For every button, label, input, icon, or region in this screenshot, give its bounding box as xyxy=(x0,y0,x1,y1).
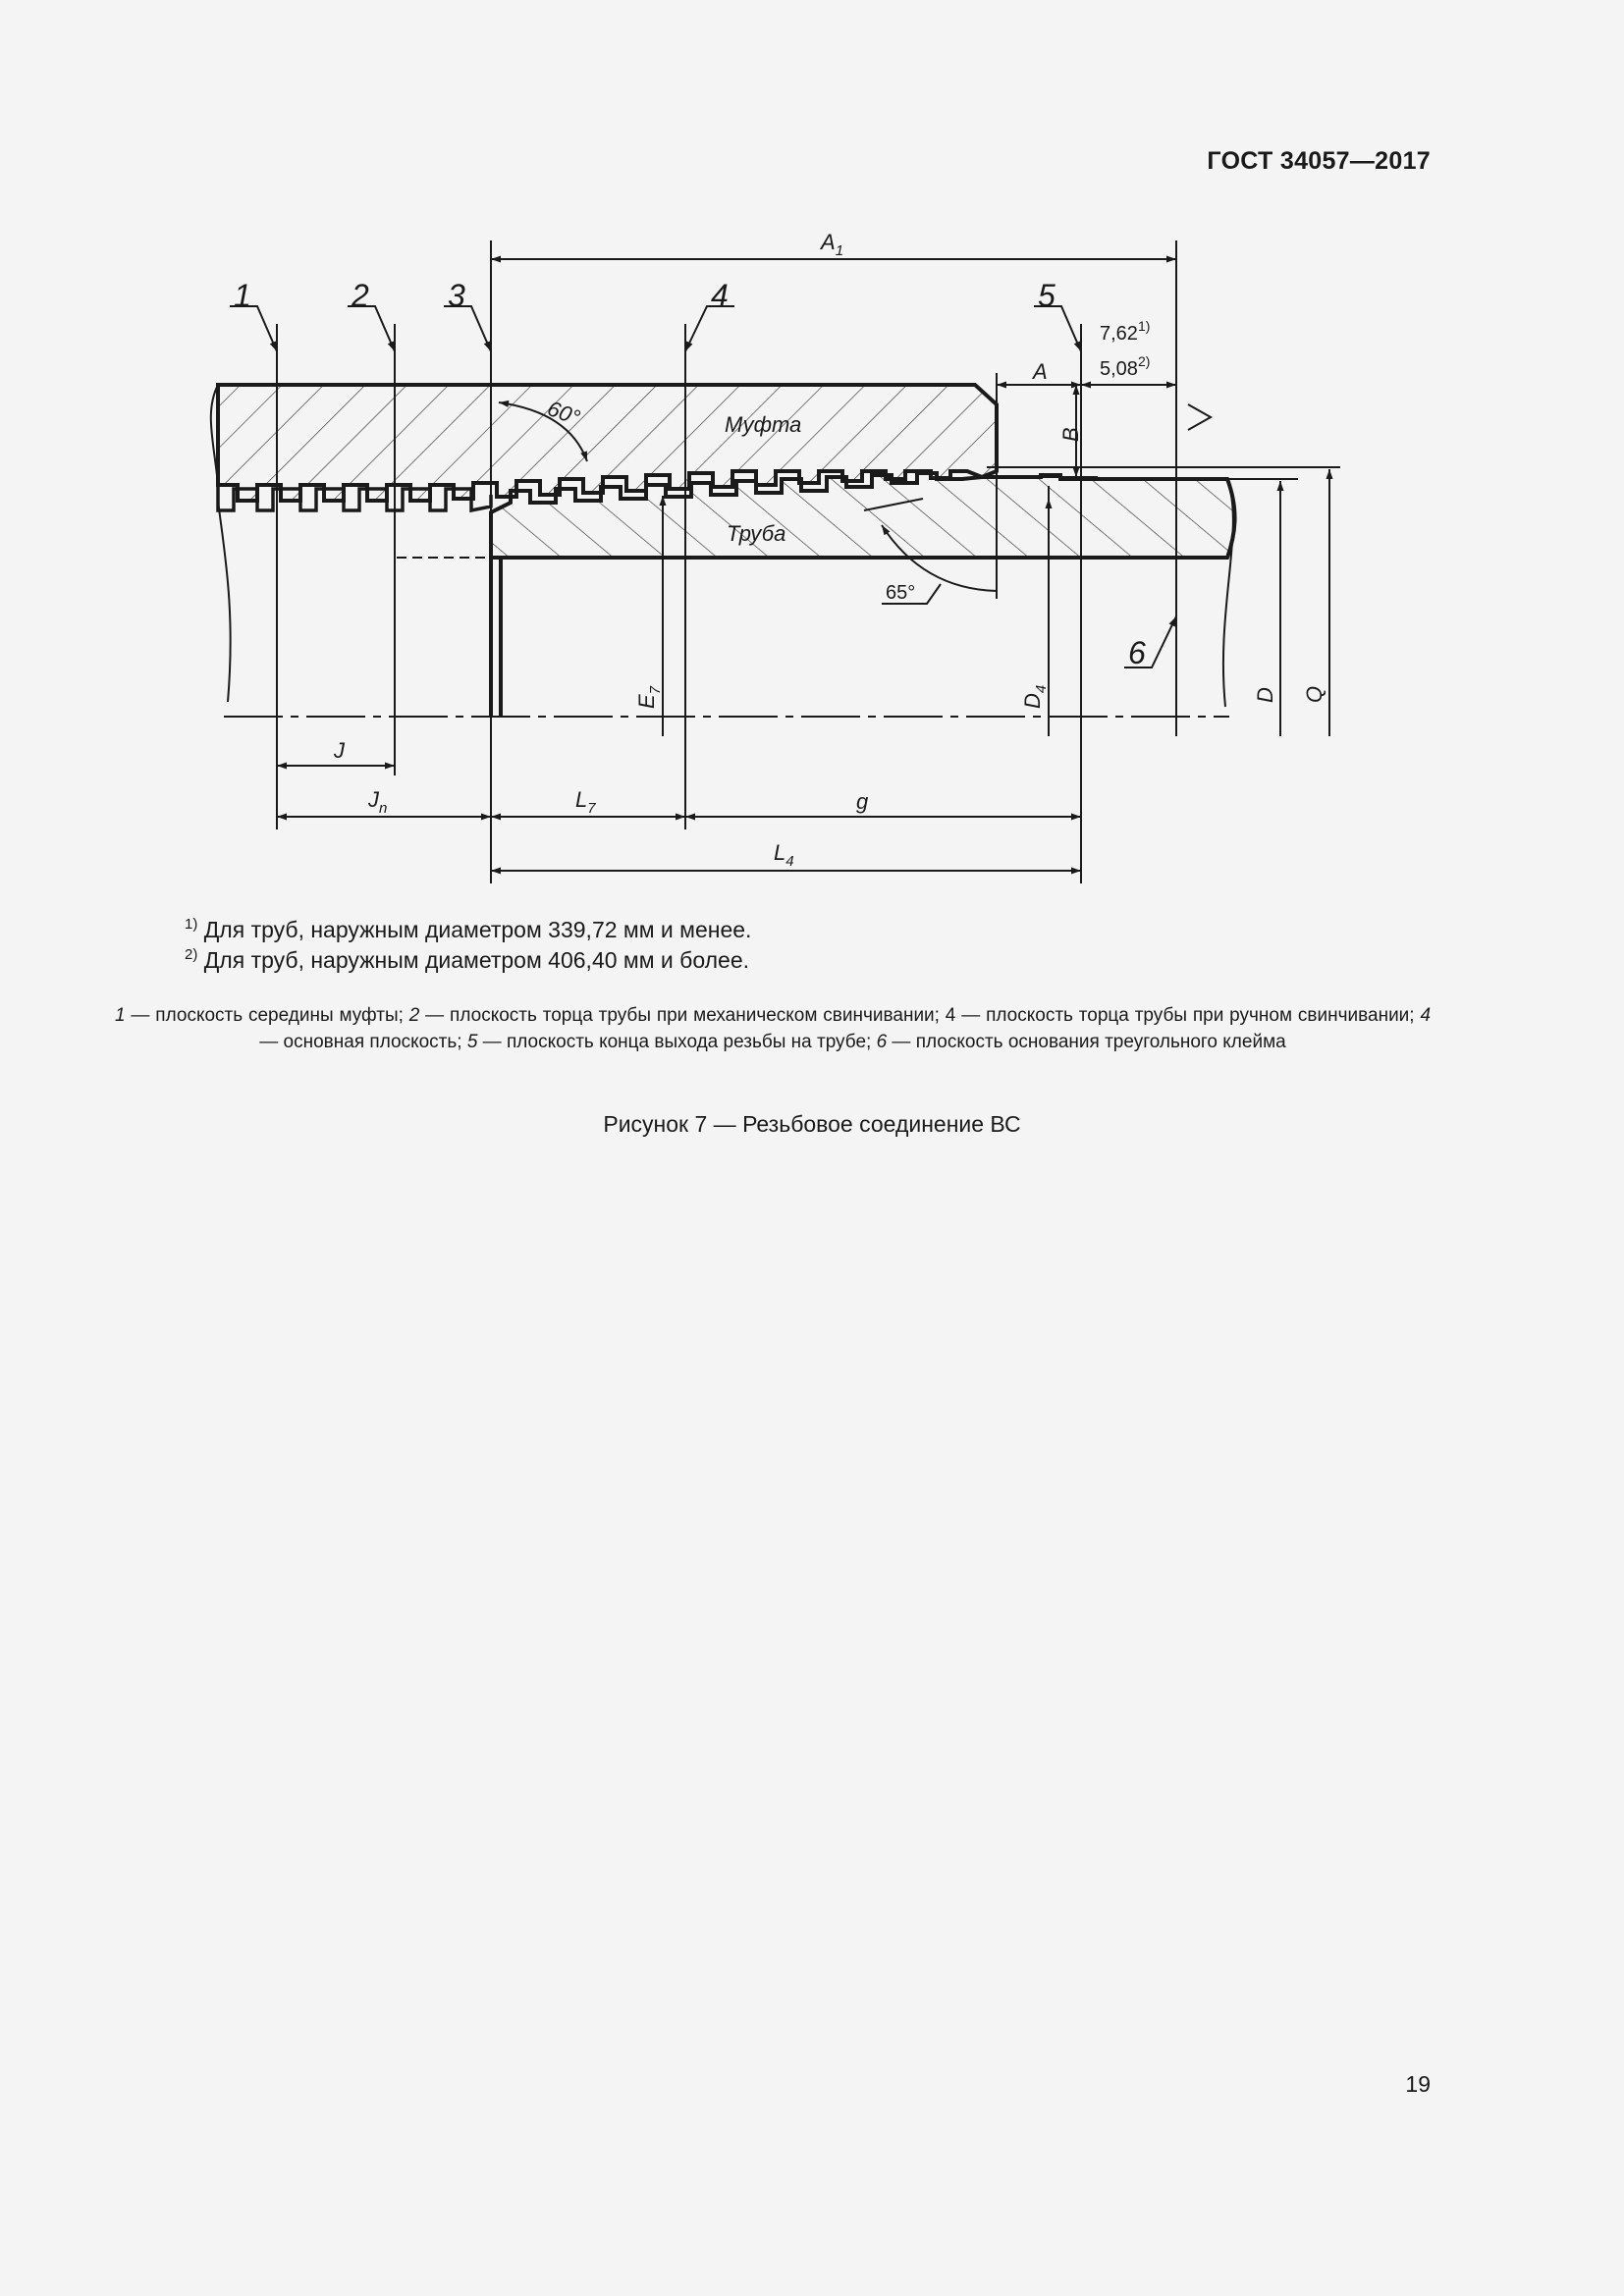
plane-number-1: 1 xyxy=(234,278,251,313)
dim-L4: $L_4$ xyxy=(774,840,794,870)
plane-number-6: 6 xyxy=(1128,635,1146,670)
dim-g: g xyxy=(856,789,869,814)
coupling-label: Муфта xyxy=(725,412,802,437)
dim-D4: $D_4$ xyxy=(1020,684,1050,709)
dim-L7: $L_7$ xyxy=(575,787,596,817)
threaded-connection-drawing xyxy=(0,0,1624,903)
plane-number-4: 4 xyxy=(711,278,729,313)
angle-60-label: 60° xyxy=(544,396,584,431)
dim-E7: $E_7$ xyxy=(634,685,664,709)
pipe-label: Труба xyxy=(727,521,786,546)
dim-7-62: 7,62$^{1)}$ xyxy=(1100,318,1151,345)
pipe-body xyxy=(491,473,1235,558)
dim-Q: Q xyxy=(1302,685,1326,703)
dim-A: A xyxy=(1033,359,1048,384)
figure-caption: Рисунок 7 — Резьбовое соединение ВС xyxy=(603,1111,1021,1137)
page-number: 19 xyxy=(1405,2071,1431,2097)
dim-5-08: 5,08$^{2)}$ xyxy=(1100,353,1151,380)
footnote-2: $^{2)}$ Для труб, наружным диаметром 406,40 мм и более. xyxy=(185,946,750,973)
angle-65-label: 65° xyxy=(886,582,916,604)
plane-number-5: 5 xyxy=(1038,278,1056,313)
footnotes xyxy=(185,915,751,976)
footnote-1: $^{1)}$ Для труб, наружным диаметром 339,72 мм и менее. xyxy=(185,916,752,942)
document-header: ГОСТ 34057—2017 xyxy=(1207,147,1431,175)
dim-B: B xyxy=(1058,427,1083,442)
dim-A1: $A_1$ xyxy=(821,230,844,259)
dim-Jn: $J_n$ xyxy=(368,787,388,817)
dim-J: J xyxy=(334,738,345,763)
plane-number-3: 3 xyxy=(448,278,465,313)
figure-legend: 1 — плоскость середины муфты; 2 — плоскость торца трубы при механическом свинчивании; 4 — плоскость торца трубы при ручном свинчивании; 4 — основная плоскость; 5 — плоскость конца выхода резьбы на трубе; 6 — плоскость основания треугольного клейма xyxy=(115,1005,1432,1052)
dim-D: D xyxy=(1253,687,1277,703)
plane-number-2: 2 xyxy=(352,278,369,313)
